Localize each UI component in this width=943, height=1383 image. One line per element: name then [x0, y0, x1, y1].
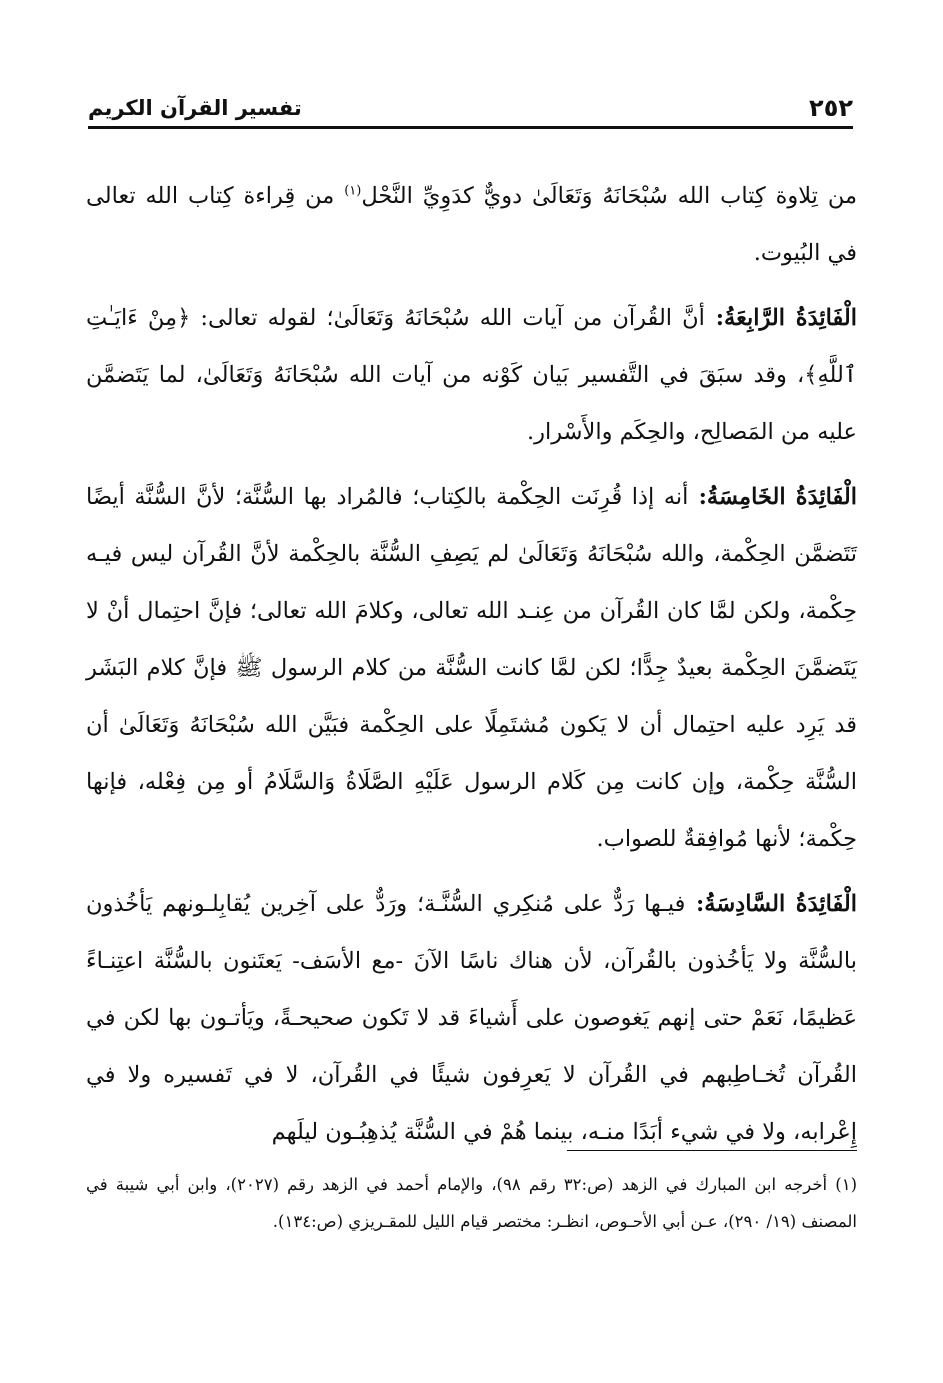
- book-title: تفسير القرآن الكريم: [88, 96, 302, 120]
- main-text: [86, 168, 857, 1169]
- footnote-reference: (١): [344, 183, 362, 199]
- footnotes: [86, 1166, 857, 1240]
- paragraph: [86, 290, 857, 461]
- paragraph-text: أنَّ القُرآن من آيات الله سُبْحَانَهُ وَتَعَالَىٰ؛ لقوله تعالى: ﴿مِنْ ءَايَـٰتِ ٱللَّهِ﴾، وقد سبَقَ في التَّفسير بَيان كَوْنه من آيات الله سُبْحَانَهُ وَتَعَالَىٰ، لما يَتَضمَّن عليه من المَصالِح، والحِكَم والأَسْرار.: [86, 305, 857, 445]
- page-number: ٢٥٢: [809, 94, 853, 122]
- paragraph-heading: الْفَائِدَةُ الرَّابِعَةُ:: [704, 305, 857, 331]
- paragraph: [86, 168, 857, 282]
- paragraph-heading: الْفَائِدَةُ السَّادِسَةُ:: [685, 891, 857, 917]
- paragraph-text-continued: من قِراءة كِتاب الله تعالى في البُيوت.: [86, 183, 857, 266]
- paragraph: [86, 469, 857, 868]
- running-header: [88, 78, 853, 129]
- paragraph: [86, 876, 857, 1161]
- paragraph-text: فيـها رَدٌّ على مُنكِري السُّنَّـة؛ ورَدٌّ على آخِرين يُقابِلـونهم يَأخُذون بالسُّنَّة ولا يَأخُذون بالقُرآن، لأن هناك ناسًا الآنَ -مع الأسَف- يَعتَنون بالسُّنَّة اعتِنـاءً عَظيمًا، نَعَمْ حتى إنهم يَغوصون على أَشياءَ قد لا تَكون صحيحـةً، ويَأتـون بها لكن في القُرآن تُخـاطِبهم في القُرآن لا يَعرِفون شيئًا في القُرآن، لا في تَفسيره ولا في إِعْرابه، ولا في شيء أبَدًا منـه، بينما هُمْ في السُّنَّة يُذهِبُـون ليلَهم: [86, 891, 857, 1145]
- footnote: (١) أخرجه ابن المبارك في الزهد (ص:٣٢ رقم ٩٨)، والإمام أحمد في الزهد رقم (٢٠٢٧)، وابن أبي شيبة في المصنف (١٩/ ٢٩٠)، عـن أبي الأحـوص، انظـر: مختصر قيام الليل للمقـريزي (ص:١٣٤).: [86, 1175, 857, 1231]
- paragraph-text: من تِلاوة كِتاب الله سُبْحَانَهُ وَتَعَالَىٰ دويٌّ كدَوِيِّ النَّحْل: [361, 183, 857, 209]
- paragraph-heading: الْفَائِدَةُ الخَامِسَةُ:: [688, 484, 858, 510]
- footnote-separator: [567, 1150, 857, 1151]
- paragraph-text: أنه إذا قُرِنَت الحِكْمة بالكِتاب؛ فالمُراد بها السُّنَّة؛ لأنَّ السُّنَّة أيضًا تَتَضمَّن الحِكْمة، والله سُبْحَانَهُ وَتَعَالَىٰ لم يَصِفِ السُّنَّة بالحِكْمة لأنَّ القُرآن ليس فيـه حِكْمة، ولكن لمَّا كان القُرآن من عِنـد الله تعالى، وكلامَ الله تعالى؛ فإنَّ احتِمال أنْ لا يَتَضمَّنَ الحِكْمة بعيدٌ جِدًّا؛ لكن لمَّا كانت السُّنَّة من كلام الرسول ﷺ فإنَّ كلام البَشَر قد يَرِد عليه احتِمال أن لا يَكون مُشتَمِلًا على الحِكْمة فبَيَّن الله سُبْحَانَهُ وَتَعَالَىٰ أن السُّنَّة حِكْمة، وإن كانت مِن كَلام الرسول عَلَيْهِ الصَّلَاةُ وَالسَّلَامُ أو مِن فِعْله، فإنها حِكْمة؛ لأنها مُوافِقةٌ للصواب.: [86, 484, 857, 852]
